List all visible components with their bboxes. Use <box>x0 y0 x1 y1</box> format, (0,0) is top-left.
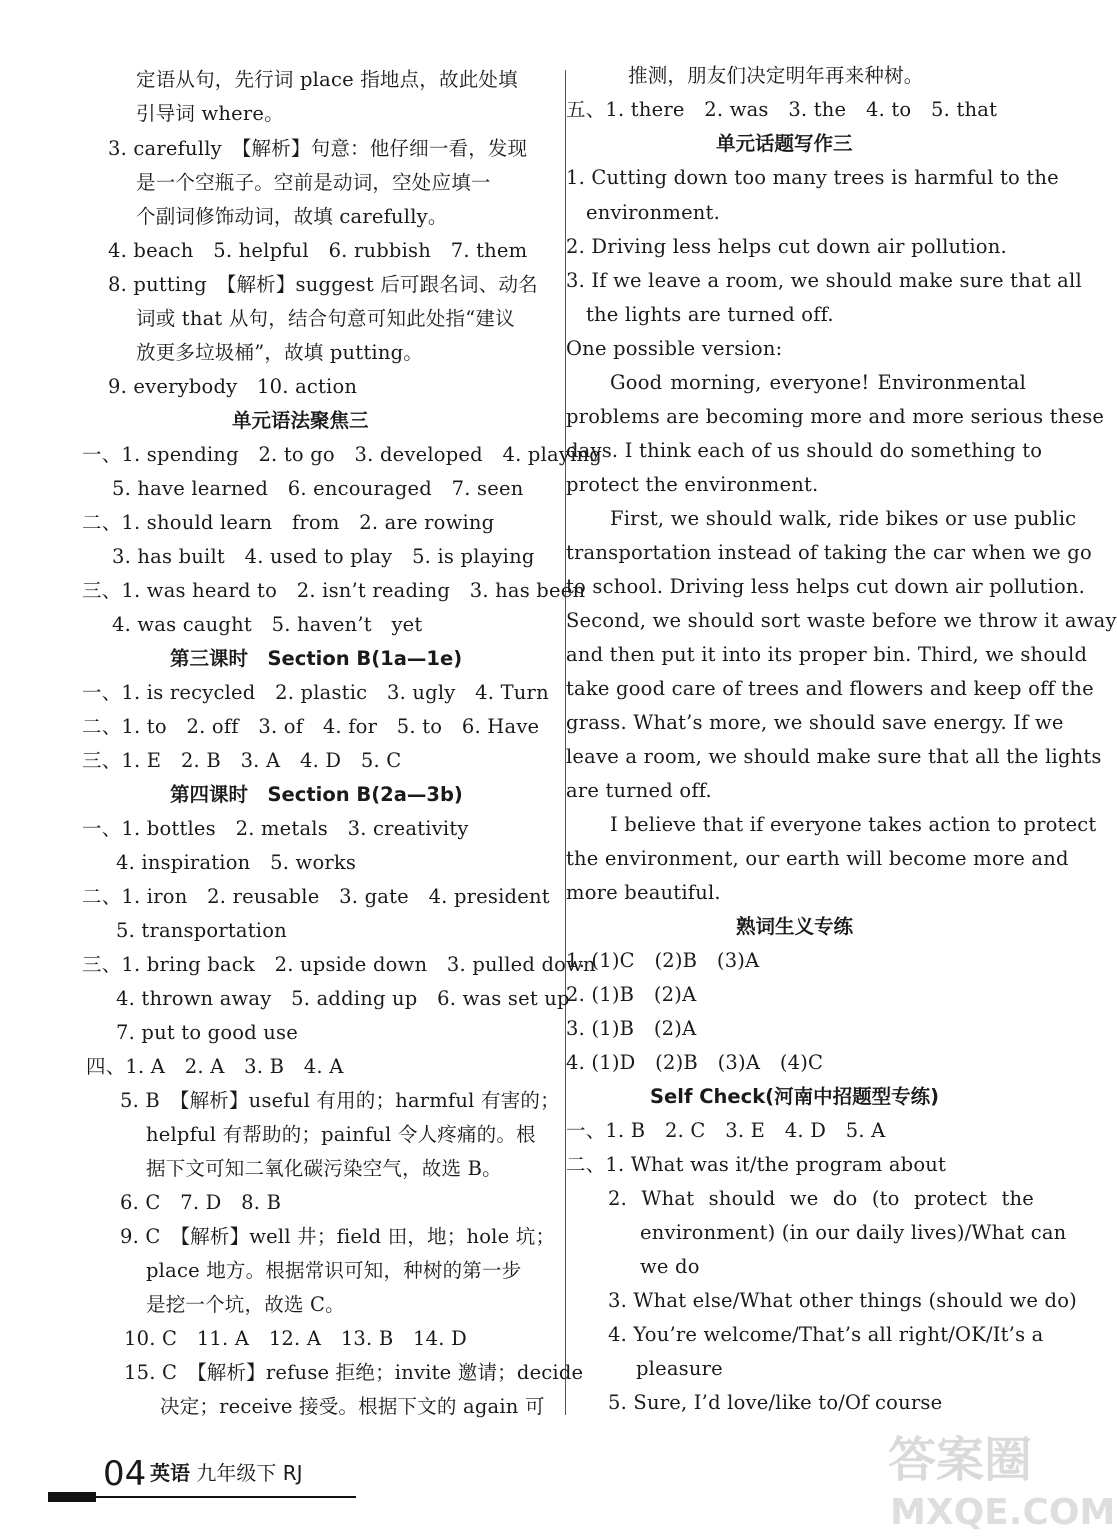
answer-line: 5. transportation <box>116 919 287 942</box>
answer-line: 3. (1)B (2)A <box>566 1017 697 1040</box>
answer-line: 1. (1)C (2)B (3)A <box>566 949 760 972</box>
answer-line: 个副词修饰动词，故填 carefully。 <box>136 205 448 228</box>
essay-line: First, we should walk, ride bikes or use public <box>610 507 1077 530</box>
answer-line: 是一个空瓶子。空前是动词，空处应填一 <box>136 171 491 194</box>
answer-line: One possible version: <box>566 337 783 360</box>
section-heading: 第四课时 Section B(2a—3b) <box>170 783 463 806</box>
answer-line: 是挖一个坑，故选 C。 <box>146 1293 345 1316</box>
answer-line: 6. C 7. D 8. B <box>120 1191 282 1214</box>
footer-grade: 九年级下 <box>196 1461 277 1485</box>
answer-line: pleasure <box>636 1357 723 1380</box>
answer-line: 三、1. E 2. B 3. A 4. D 5. C <box>82 749 402 772</box>
section-heading: 第三课时 Section B(1a—1e) <box>170 647 463 670</box>
answer-line: 定语从句，先行词 place 指地点，故此处填 <box>136 68 518 91</box>
essay-line: leave a room, we should make sure that all the lights <box>566 745 1102 768</box>
answer-line: 4. thrown away 5. adding up 6. was set up <box>116 987 570 1010</box>
essay-line: more beautiful. <box>566 881 721 904</box>
answer-line: 据下文可知二氧化碳污染空气，故选 B。 <box>146 1157 502 1180</box>
answer-line: 5. Sure, I’d love/like to/Of course <box>608 1391 943 1414</box>
essay-line: take good care of trees and flowers and keep off the <box>566 677 1094 700</box>
watermark-logo-top: 答案圈 <box>888 1432 1033 1488</box>
answer-line: helpful 有帮助的；painful 令人疼痛的。根 <box>146 1123 536 1146</box>
answer-line: 2. (1)B (2)A <box>566 983 697 1006</box>
answer-line: 10. C 11. A 12. A 13. B 14. D <box>124 1327 467 1350</box>
essay-line: and then put it into its proper bin. Third, we should <box>566 643 1088 666</box>
answer-line: 4. was caught 5. haven’t yet <box>112 613 423 636</box>
answer-line: 4. beach 5. helpful 6. rubbish 7. them <box>108 239 528 262</box>
section-heading: 单元话题写作三 <box>716 132 853 155</box>
essay-line: problems are becoming more and more serious these <box>566 405 1105 428</box>
essay-line: I believe that if everyone takes action to protect <box>610 813 1097 836</box>
essay-line: to school. Driving less helps cut down air pollution. <box>566 575 1086 598</box>
section-heading: 单元语法聚焦三 <box>232 409 369 432</box>
answer-line: 4. (1)D (2)B (3)A (4)C <box>566 1051 824 1074</box>
footer-subject: 英语 <box>150 1461 190 1485</box>
page-number: 04 <box>103 1454 147 1494</box>
answer-line: 决定；receive 接受。根据下文的 again 可 <box>160 1395 545 1418</box>
section-heading: Self Check(河南中招题型专练) <box>650 1085 939 1108</box>
answer-line: 三、1. bring back 2. upside down 3. pulled down <box>82 953 596 976</box>
answer-line: we do <box>640 1255 700 1278</box>
footer-rule <box>96 1496 356 1498</box>
answer-line: the lights are turned off. <box>586 303 834 326</box>
answer-line: environment) (in our daily lives)/What can <box>640 1221 1067 1244</box>
answer-line: 8. putting 【解析】suggest 后可跟名词、动名 <box>108 273 538 296</box>
answer-line: 一、1. bottles 2. metals 3. creativity <box>82 817 469 840</box>
answer-line: 2. Driving less helps cut down air pollution. <box>566 235 1007 258</box>
answer-line: 15. C 【解析】refuse 拒绝；invite 邀请；decide <box>124 1361 584 1384</box>
essay-line: Good morning, everyone! Environmental <box>610 371 1026 394</box>
answer-line: 二、1. should learn from 2. are rowing <box>82 511 495 534</box>
answer-line: 3. has built 4. used to play 5. is playing <box>112 545 535 568</box>
essay-line: days. I think each of us should do something to <box>566 439 1043 462</box>
answer-line: 二、1. to 2. off 3. of 4. for 5. to 6. Have <box>82 715 540 738</box>
essay-line: transportation instead of taking the car when we go <box>566 541 1092 564</box>
watermark-logo <box>880 1418 1116 1533</box>
answer-line: 9. everybody 10. action <box>108 375 358 398</box>
answer-line: 3. carefully 【解析】句意：他仔细一看，发现 <box>108 137 528 160</box>
answer-line: 二、1. What was it/the program about <box>566 1153 947 1176</box>
answer-line: 三、1. was heard to 2. isn’t reading 3. has been <box>82 579 586 602</box>
essay-line: the environment, our earth will become more and <box>566 847 1069 870</box>
answer-line: 1. Cutting down too many trees is harmful to the <box>566 166 1059 189</box>
answer-line: 4. inspiration 5. works <box>116 851 357 874</box>
answer-line: environment. <box>586 201 720 224</box>
answer-line: 一、1. is recycled 2. plastic 3. ugly 4. Turn <box>82 681 549 704</box>
answer-line: 二、1. iron 2. reusable 3. gate 4. president <box>82 885 550 908</box>
essay-line: Second, we should sort waste before we throw it away <box>566 609 1117 632</box>
answer-line: 四、1. A 2. A 3. B 4. A <box>86 1055 344 1078</box>
answer-line: 一、1. spending 2. to go 3. developed 4. playing <box>82 443 602 466</box>
answer-line: 3. What else/What other things (should we do) <box>608 1289 1077 1312</box>
essay-line: are turned off. <box>566 779 712 802</box>
answer-line: 词或 that 从句，结合句意可知此处指“建议 <box>136 307 515 330</box>
answer-line: 引导词 where。 <box>136 102 284 125</box>
answer-line: 2. What should we do (to protect the <box>608 1187 1034 1210</box>
answer-line: 放更多垃圾桶”，故填 putting。 <box>136 341 423 364</box>
answer-line: 五、1. there 2. was 3. the 4. to 5. that <box>566 98 998 121</box>
answer-line: 5. have learned 6. encouraged 7. seen <box>112 477 524 500</box>
answer-line: 5. B 【解析】useful 有用的；harmful 有害的； <box>120 1089 560 1112</box>
footer-bar <box>48 1492 96 1502</box>
essay-line: grass. What’s more, we should save energy. If we <box>566 711 1064 734</box>
answer-line: 7. put to good use <box>116 1021 299 1044</box>
essay-line: protect the environment. <box>566 473 819 496</box>
section-heading: 熟词生义专练 <box>736 915 854 938</box>
answer-line: 推测，朋友们决定明年再来种树。 <box>628 64 924 87</box>
footer-edition: RJ <box>282 1461 303 1485</box>
answer-line: place 地方。根据常识可知，种树的第一步 <box>146 1259 522 1282</box>
answer-line: 3. If we leave a room, we should make sure that all <box>566 269 1082 292</box>
watermark-logo-bottom: MXQE.COM <box>890 1492 1116 1533</box>
footer-label <box>150 1463 303 1483</box>
answer-line: 4. You’re welcome/That’s all right/OK/It’s a <box>608 1323 1044 1346</box>
answer-line: 一、1. B 2. C 3. E 4. D 5. A <box>566 1119 886 1142</box>
answer-line: 9. C 【解析】well 井；field 田，地；hole 坑； <box>120 1225 556 1248</box>
